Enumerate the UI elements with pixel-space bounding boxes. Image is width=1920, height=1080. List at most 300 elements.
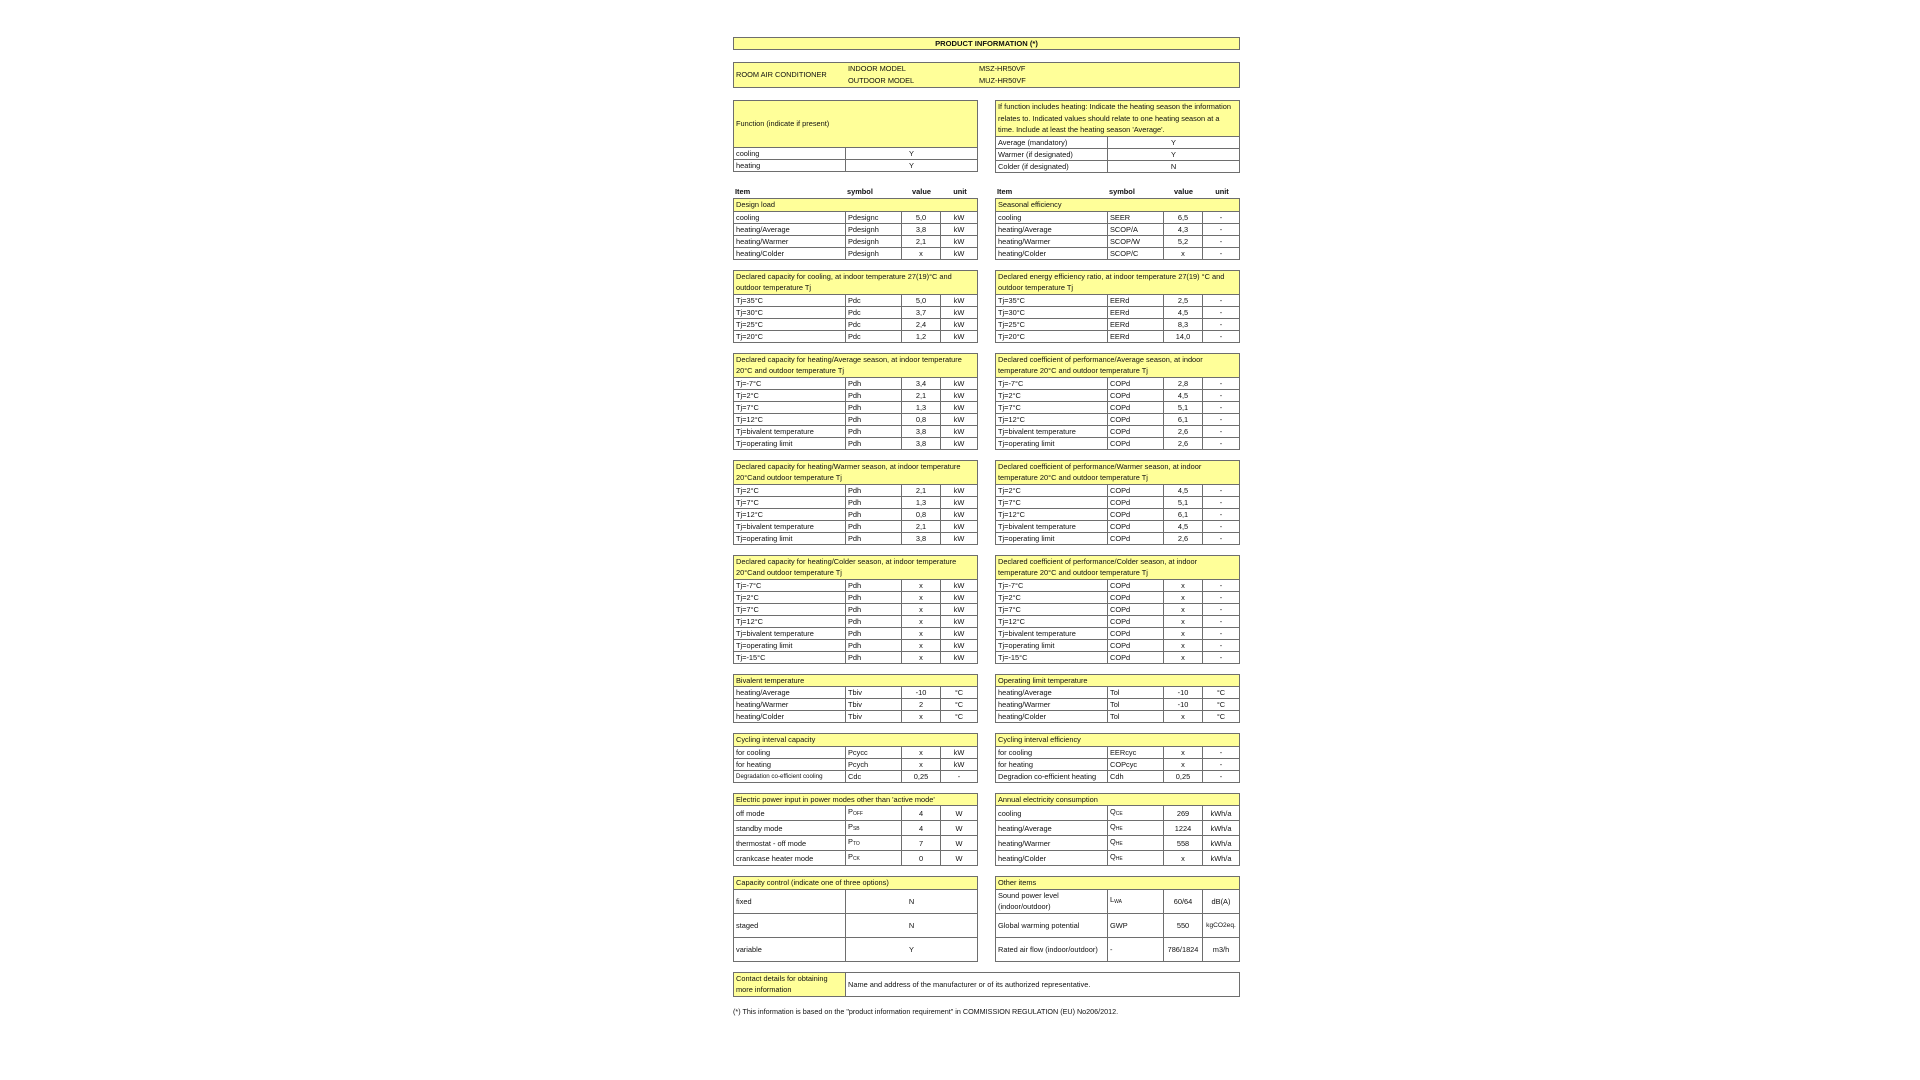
row-unit: kW xyxy=(941,627,978,639)
row-item: Tj=operating limit xyxy=(996,639,1108,651)
row-unit: W xyxy=(941,806,978,821)
row-unit: - xyxy=(1203,651,1240,663)
season-item: Warmer (if designated) xyxy=(996,149,1108,161)
row-symbol: COPd xyxy=(1108,520,1164,532)
section-header: Operating limit temperature xyxy=(996,674,1240,687)
row-symbol: SCOP/A xyxy=(1108,223,1164,235)
table-row xyxy=(996,615,1240,627)
row-value: -10 xyxy=(1164,687,1203,699)
row-item: Tj=7°C xyxy=(996,603,1108,615)
table-row xyxy=(996,591,1240,603)
row-unit: - xyxy=(1203,579,1240,591)
row-item: for heating xyxy=(734,758,846,770)
table-row xyxy=(996,851,1240,866)
row-unit: kWh/a xyxy=(1203,806,1240,821)
row-unit: - xyxy=(1203,603,1240,615)
row-symbol: Pdh xyxy=(846,639,902,651)
row-unit: W xyxy=(941,836,978,851)
row-symbol: Pdh xyxy=(846,603,902,615)
section-header: Annual electricity consumption xyxy=(996,793,1240,806)
row-unit: - xyxy=(1203,758,1240,770)
row-value: 4 xyxy=(902,806,941,821)
section-header: Declared coefficient of performance/Warmer season, at indoor temperature 20°C and outdoor temperature Tj xyxy=(996,460,1240,484)
row-value: 269 xyxy=(1164,806,1203,821)
table-row xyxy=(734,711,978,723)
row-unit: °C xyxy=(1203,687,1240,699)
row-symbol: Pdh xyxy=(846,508,902,520)
table-row xyxy=(734,699,978,711)
row-item: Tj=7°C xyxy=(996,496,1108,508)
table-row xyxy=(996,889,1240,913)
row-unit: kW xyxy=(941,306,978,318)
row-item: heating/Warmer xyxy=(996,699,1108,711)
row-unit: - xyxy=(1203,235,1240,247)
row-value: 2,1 xyxy=(902,235,941,247)
table-row xyxy=(734,806,978,821)
row-item: heating/Average xyxy=(734,223,846,235)
section-header: Declared energy efficiency ratio, at indoor temperature 27(19) °C and outdoor temperature Tj xyxy=(996,270,1240,294)
row-symbol: COPd xyxy=(1108,389,1164,401)
function-item: heating xyxy=(734,160,846,172)
row-item: standby mode xyxy=(734,821,846,836)
row-item: heating/Warmer xyxy=(734,235,846,247)
table-row xyxy=(996,330,1240,342)
row-value: 2,4 xyxy=(902,318,941,330)
row-value: 6,1 xyxy=(1164,508,1203,520)
row-value: 1,2 xyxy=(902,330,941,342)
row-symbol: Pdh xyxy=(846,651,902,663)
section-header: Declared capacity for cooling, at indoor temperature 27(19)°C and outdoor temperature Tj xyxy=(734,270,978,294)
row-item: Tj=20°C xyxy=(996,330,1108,342)
row-symbol: Tol xyxy=(1108,711,1164,723)
table-row xyxy=(996,149,1240,161)
row-symbol: Pdh xyxy=(846,532,902,544)
row-unit: kW xyxy=(941,746,978,758)
row-value: 1224 xyxy=(1164,821,1203,836)
row-unit: - xyxy=(1203,484,1240,496)
col-unit: unit xyxy=(1215,187,1229,196)
indoor-model-label: INDOOR MODEL xyxy=(848,64,906,73)
row-symbol: Pdh xyxy=(846,615,902,627)
row-unit: °C xyxy=(941,711,978,723)
row-value: 4 xyxy=(902,821,941,836)
row-item: heating/Colder xyxy=(996,247,1108,259)
row-value: 5,1 xyxy=(1164,401,1203,413)
row-value: 5,1 xyxy=(1164,496,1203,508)
row-value: x xyxy=(902,758,941,770)
column-headers xyxy=(995,186,1240,197)
table-row xyxy=(734,889,978,913)
row-value: x xyxy=(902,615,941,627)
table-row xyxy=(996,161,1240,173)
row-unit: - xyxy=(1203,401,1240,413)
table-row xyxy=(996,425,1240,437)
row-unit: °C xyxy=(1203,711,1240,723)
row-symbol: Tol xyxy=(1108,699,1164,711)
table-row xyxy=(996,508,1240,520)
row-value: 2,1 xyxy=(902,389,941,401)
row-symbol: Pdh xyxy=(846,401,902,413)
row-item: for heating xyxy=(996,758,1108,770)
table-row xyxy=(996,377,1240,389)
row-item: Tj=2°C xyxy=(734,389,846,401)
row-value: 2,6 xyxy=(1164,437,1203,449)
row-item: Tj=2°C xyxy=(996,591,1108,603)
row-symbol: EERd xyxy=(1108,318,1164,330)
row-symbol: COPd xyxy=(1108,377,1164,389)
row-item: Tj=-15°C xyxy=(996,651,1108,663)
row-value: 2,8 xyxy=(1164,377,1203,389)
row-value: 4,5 xyxy=(1164,484,1203,496)
row-symbol: Pdc xyxy=(846,330,902,342)
row-unit: - xyxy=(941,770,978,782)
table-row xyxy=(996,211,1240,223)
row-symbol: Pdh xyxy=(846,425,902,437)
row-unit: kW xyxy=(941,508,978,520)
row-item: Tj=12°C xyxy=(996,508,1108,520)
table-row xyxy=(996,821,1240,836)
row-item: heating/Average xyxy=(996,821,1108,836)
col-value: value xyxy=(1174,187,1193,196)
other-item: Global warming potential xyxy=(996,913,1108,937)
row-unit: kW xyxy=(941,223,978,235)
row-symbol: Pdh xyxy=(846,413,902,425)
product-type-label: ROOM AIR CONDITIONER xyxy=(736,70,827,79)
row-symbol: $P_{SB}$ xyxy=(846,821,902,836)
section-header: Cycling interval capacity xyxy=(734,734,978,747)
footnote: (*) This information is based on the "product information requirement" in COMMISSION REGULATION (EU) No206/2012. xyxy=(733,1006,1119,1016)
section-table xyxy=(733,460,978,545)
capacity-control-item: staged xyxy=(734,913,846,937)
row-unit: - xyxy=(1203,247,1240,259)
row-value: x xyxy=(1164,615,1203,627)
row-symbol: COPd xyxy=(1108,401,1164,413)
row-unit: kWh/a xyxy=(1203,851,1240,866)
table-row xyxy=(996,520,1240,532)
row-unit: °C xyxy=(941,699,978,711)
season-value: Y xyxy=(1108,149,1240,161)
row-value: x xyxy=(1164,711,1203,723)
table-row xyxy=(734,937,978,961)
table-row xyxy=(996,401,1240,413)
row-item: Tj=35°C xyxy=(734,294,846,306)
row-unit: kW xyxy=(941,591,978,603)
table-row xyxy=(734,639,978,651)
row-item: Tj=operating limit xyxy=(734,639,846,651)
row-value: x xyxy=(902,247,941,259)
table-row xyxy=(996,639,1240,651)
row-symbol: $Q_{HE}$ xyxy=(1108,836,1164,851)
table-row xyxy=(996,806,1240,821)
indoor-model-value: MSZ-HR50VF xyxy=(979,64,1026,73)
row-unit: - xyxy=(1203,377,1240,389)
row-value: x xyxy=(1164,247,1203,259)
other-value: 550 xyxy=(1164,913,1203,937)
row-item: Tj=12°C xyxy=(734,508,846,520)
row-unit: kW xyxy=(941,651,978,663)
table-row xyxy=(996,651,1240,663)
table-row xyxy=(996,223,1240,235)
section-table xyxy=(995,733,1240,783)
row-item: off mode xyxy=(734,806,846,821)
table-row xyxy=(734,913,978,937)
row-symbol: Pdh xyxy=(846,496,902,508)
row-symbol: Tol xyxy=(1108,687,1164,699)
row-value: 3,8 xyxy=(902,437,941,449)
row-unit: kW xyxy=(941,758,978,770)
row-symbol: Pdc xyxy=(846,318,902,330)
row-value: x xyxy=(1164,627,1203,639)
row-value: 1,3 xyxy=(902,496,941,508)
row-unit: - xyxy=(1203,496,1240,508)
row-item: Tj=2°C xyxy=(734,591,846,603)
row-item: Tj=bivalent temperature xyxy=(996,425,1108,437)
table-row xyxy=(996,770,1240,782)
row-item: cooling xyxy=(734,211,846,223)
row-value: 5,2 xyxy=(1164,235,1203,247)
other-items-header: Other items xyxy=(996,877,1240,890)
row-value: 6,1 xyxy=(1164,413,1203,425)
row-item: Tj=bivalent temperature xyxy=(996,520,1108,532)
row-symbol: SCOP/C xyxy=(1108,247,1164,259)
row-symbol: COPd xyxy=(1108,484,1164,496)
row-value: x xyxy=(902,579,941,591)
section-table xyxy=(733,198,978,260)
row-symbol: Tbiv xyxy=(846,699,902,711)
contact-value: Name and address of the manufacturer or of its authorized representative. xyxy=(846,972,1240,996)
product-information-sheet xyxy=(733,37,1240,1016)
row-symbol: Pdesignc xyxy=(846,211,902,223)
row-unit: kW xyxy=(941,532,978,544)
row-unit: kW xyxy=(941,615,978,627)
row-item: Tj=bivalent temperature xyxy=(734,425,846,437)
row-value: 4,5 xyxy=(1164,389,1203,401)
row-symbol: COPd xyxy=(1108,508,1164,520)
row-unit: kW xyxy=(941,401,978,413)
row-value: 0,25 xyxy=(902,770,941,782)
row-symbol: EERd xyxy=(1108,330,1164,342)
row-symbol: $P_{TO}$ xyxy=(846,836,902,851)
row-value: x xyxy=(1164,851,1203,866)
section-table xyxy=(995,270,1240,343)
table-row xyxy=(734,687,978,699)
row-value: 14,0 xyxy=(1164,330,1203,342)
col-item: Item xyxy=(735,187,751,196)
table-row xyxy=(734,425,978,437)
row-item: Tj=-7°C xyxy=(734,579,846,591)
row-value: x xyxy=(1164,603,1203,615)
table-row xyxy=(734,770,978,782)
row-symbol: COPd xyxy=(1108,615,1164,627)
capacity-control-item: variable xyxy=(734,937,846,961)
table-row xyxy=(734,211,978,223)
season-item: Colder (if designated) xyxy=(996,161,1108,173)
row-unit: kW xyxy=(941,377,978,389)
row-unit: - xyxy=(1203,330,1240,342)
row-symbol: Tbiv xyxy=(846,687,902,699)
row-item: Tj=25°C xyxy=(996,318,1108,330)
season-value: Y xyxy=(1108,137,1240,149)
table-row xyxy=(734,306,978,318)
table-row xyxy=(734,437,978,449)
capacity-control-value: Y xyxy=(846,937,978,961)
table-row xyxy=(734,591,978,603)
row-value: 0 xyxy=(902,851,941,866)
table-row xyxy=(734,615,978,627)
row-symbol: COPd xyxy=(1108,413,1164,425)
row-value: 3,8 xyxy=(902,532,941,544)
row-value: x xyxy=(902,651,941,663)
row-value: 3,8 xyxy=(902,425,941,437)
row-value: 558 xyxy=(1164,836,1203,851)
other-items-table xyxy=(995,876,1240,962)
row-item: heating/Average xyxy=(996,223,1108,235)
row-symbol: Pdesignh xyxy=(846,235,902,247)
row-item: heating/Average xyxy=(734,687,846,699)
other-value: 60/64 xyxy=(1164,889,1203,913)
row-unit: kW xyxy=(941,235,978,247)
other-unit: dB(A) xyxy=(1203,889,1240,913)
row-unit: kW xyxy=(941,496,978,508)
row-unit: - xyxy=(1203,639,1240,651)
table-row xyxy=(996,836,1240,851)
table-row xyxy=(996,627,1240,639)
table-row xyxy=(996,137,1240,149)
table-row xyxy=(734,235,978,247)
row-unit: - xyxy=(1203,306,1240,318)
row-item: Tj=12°C xyxy=(996,615,1108,627)
row-item: Tj=operating limit xyxy=(996,437,1108,449)
table-row xyxy=(996,294,1240,306)
row-unit: - xyxy=(1203,627,1240,639)
row-value: 4,3 xyxy=(1164,223,1203,235)
row-value: 4,5 xyxy=(1164,306,1203,318)
section-table xyxy=(733,733,978,783)
section-header: Cycling interval efficiency xyxy=(996,734,1240,747)
row-value: 2,1 xyxy=(902,484,941,496)
table-row xyxy=(734,160,978,172)
row-item: Tj=7°C xyxy=(734,401,846,413)
table-row xyxy=(996,484,1240,496)
row-symbol: $Q_{CE}$ xyxy=(1108,806,1164,821)
function-value: Y xyxy=(846,160,978,172)
outdoor-model-value: MUZ-HR50VF xyxy=(979,76,1026,85)
row-unit: - xyxy=(1203,746,1240,758)
function-block xyxy=(733,100,1240,173)
section-header: Declared capacity for heating/Warmer season, at indoor temperature 20°Cand outdoor temperature Tj xyxy=(734,460,978,484)
row-symbol: COPd xyxy=(1108,532,1164,544)
section-header: Bivalent temperature xyxy=(734,674,978,687)
row-unit: - xyxy=(1203,425,1240,437)
row-value: x xyxy=(1164,591,1203,603)
row-symbol: COPd xyxy=(1108,437,1164,449)
row-symbol: Pdh xyxy=(846,377,902,389)
section-header: Declared coefficient of performance/Colder season, at indoor temperature 20°C and outdoor temperature Tj xyxy=(996,555,1240,579)
row-item: Tj=-15°C xyxy=(734,651,846,663)
row-unit: kW xyxy=(941,294,978,306)
row-item: heating/Colder xyxy=(996,851,1108,866)
row-item: heating/Colder xyxy=(734,247,846,259)
row-unit: - xyxy=(1203,223,1240,235)
capacity-control-item: fixed xyxy=(734,889,846,913)
table-row xyxy=(996,247,1240,259)
table-row xyxy=(996,579,1240,591)
row-symbol: COPd xyxy=(1108,639,1164,651)
row-value: x xyxy=(902,711,941,723)
row-symbol: COPd xyxy=(1108,627,1164,639)
section-header: Electric power input in power modes other than 'active mode' xyxy=(734,793,978,806)
row-symbol: COPd xyxy=(1108,651,1164,663)
table-row xyxy=(734,318,978,330)
row-item: Tj=30°C xyxy=(996,306,1108,318)
row-value: 3,4 xyxy=(902,377,941,389)
row-item: for cooling xyxy=(996,746,1108,758)
row-symbol: SCOP/W xyxy=(1108,235,1164,247)
row-symbol: Pdh xyxy=(846,627,902,639)
table-row xyxy=(996,235,1240,247)
row-item: Tj=12°C xyxy=(734,615,846,627)
table-row xyxy=(734,330,978,342)
row-value: 0,8 xyxy=(902,508,941,520)
heating-season-header: If function includes heating: Indicate the heating season the information relates to. Indicated values should relate to one heating season at a time. Include at least the heating season 'Average'. xyxy=(996,101,1240,137)
column-headers xyxy=(733,186,978,197)
row-symbol: Pdesignh xyxy=(846,247,902,259)
row-unit: - xyxy=(1203,413,1240,425)
row-unit: kW xyxy=(941,413,978,425)
row-symbol: COPd xyxy=(1108,579,1164,591)
row-value: 2,6 xyxy=(1164,532,1203,544)
section-header: Declared coefficient of performance/Average season, at indoor temperature 20°C and outdoor temperature Tj xyxy=(996,353,1240,377)
row-item: for cooling xyxy=(734,746,846,758)
row-value: 0,25 xyxy=(1164,770,1203,782)
row-value: 2,1 xyxy=(902,520,941,532)
table-row xyxy=(734,389,978,401)
other-value: 786/1824 xyxy=(1164,937,1203,961)
row-item: Tj=2°C xyxy=(734,484,846,496)
row-symbol: Cdc xyxy=(846,770,902,782)
table-row xyxy=(996,318,1240,330)
table-row xyxy=(734,851,978,866)
table-row xyxy=(734,758,978,770)
row-value: x xyxy=(1164,639,1203,651)
row-value: 3,7 xyxy=(902,306,941,318)
table-row xyxy=(734,148,978,160)
row-symbol: $Q_{HE}$ xyxy=(1108,821,1164,836)
table-row xyxy=(734,377,978,389)
row-unit: - xyxy=(1203,615,1240,627)
row-item: cooling xyxy=(996,211,1108,223)
row-symbol: Pcycc xyxy=(846,746,902,758)
row-item: thermostat - off mode xyxy=(734,836,846,851)
table-row xyxy=(734,413,978,425)
contact-label: Contact details for obtaining more information xyxy=(734,972,846,996)
table-row xyxy=(734,294,978,306)
section-header: Declared capacity for heating/Colder season, at indoor temperature 20°Cand outdoor temperature Tj xyxy=(734,555,978,579)
table-row xyxy=(734,520,978,532)
row-symbol: COPd xyxy=(1108,603,1164,615)
product-models xyxy=(733,62,1240,88)
contact-table xyxy=(733,972,1240,997)
row-item: Tj=bivalent temperature xyxy=(734,520,846,532)
section-table xyxy=(995,198,1240,260)
section-table xyxy=(733,270,978,343)
row-unit: kW xyxy=(941,389,978,401)
row-value: 2,6 xyxy=(1164,425,1203,437)
row-item: heating/Warmer xyxy=(996,836,1108,851)
row-item: Tj=2°C xyxy=(996,389,1108,401)
row-value: 3,8 xyxy=(902,223,941,235)
row-item: Tj=-7°C xyxy=(996,377,1108,389)
